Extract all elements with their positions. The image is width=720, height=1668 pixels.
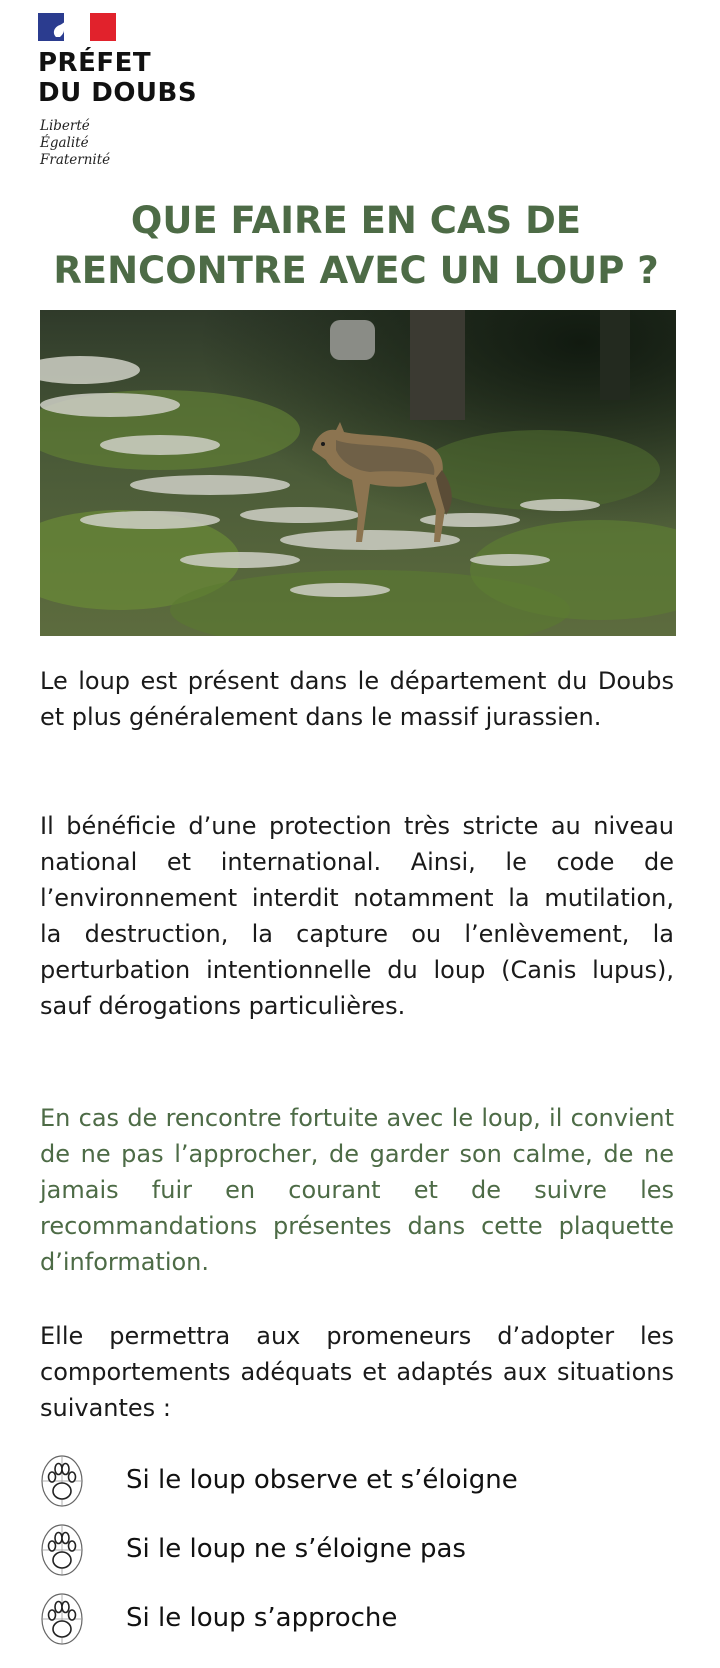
intro-paragraph: Le loup est présent dans le département du Doubs et plus généralement dans le massif jurassien. [40, 667, 674, 731]
paw-print-icon [40, 1592, 84, 1646]
republic-motto [40, 118, 110, 169]
protection-paragraph: Il bénéficie d’une protection très stricte au niveau national et international. Ainsi, le code de l’environnement interdit notamment la mutilation, la destruction, la capture ou l’enlèvement, la perturbation intentionnelle du loup (Canis lupus), sauf dérogations particulières. [40, 812, 674, 1020]
list-item [40, 1588, 680, 1657]
motto-fraternite: Fraternité [40, 152, 111, 168]
advice-paragraph: En cas de rencontre fortuite avec le loup, il convient de ne pas l’approcher, de garder son calme, de ne jamais fuir en courant et de suivre les recommandations présentes dans cette plaquette d’information. [40, 1104, 674, 1276]
list-item [40, 1519, 680, 1588]
situations-intro-paragraph: Elle permettra aux promeneurs d’adopter les comportements adéquats et adaptés aux situations suivantes : [40, 1322, 674, 1422]
page-title-line2: RENCONTRE AVEC UN LOUP ? [53, 249, 659, 292]
motto-egalite: Égalité [40, 135, 89, 151]
paw-print-icon [40, 1523, 84, 1577]
republic-flag-logo [38, 13, 116, 41]
situation-label: Si le loup observe et s’éloigne [126, 1464, 518, 1495]
list-item [40, 1450, 680, 1519]
situation-label: Si le loup ne s’éloigne pas [126, 1533, 466, 1564]
situation-label: Si le loup s’approche [126, 1602, 398, 1633]
page-title [20, 196, 692, 296]
motto-liberte: Liberté [40, 118, 90, 134]
prefecture-name-line2: DU DOUBS [38, 78, 198, 108]
situations-list [40, 1450, 680, 1657]
prefecture-name [38, 48, 197, 108]
wolf-photo [40, 310, 676, 636]
prefecture-name-line1: PRÉFET [38, 48, 152, 78]
page-title-line1: QUE FAIRE EN CAS DE [130, 199, 582, 242]
paw-print-icon [40, 1454, 84, 1508]
